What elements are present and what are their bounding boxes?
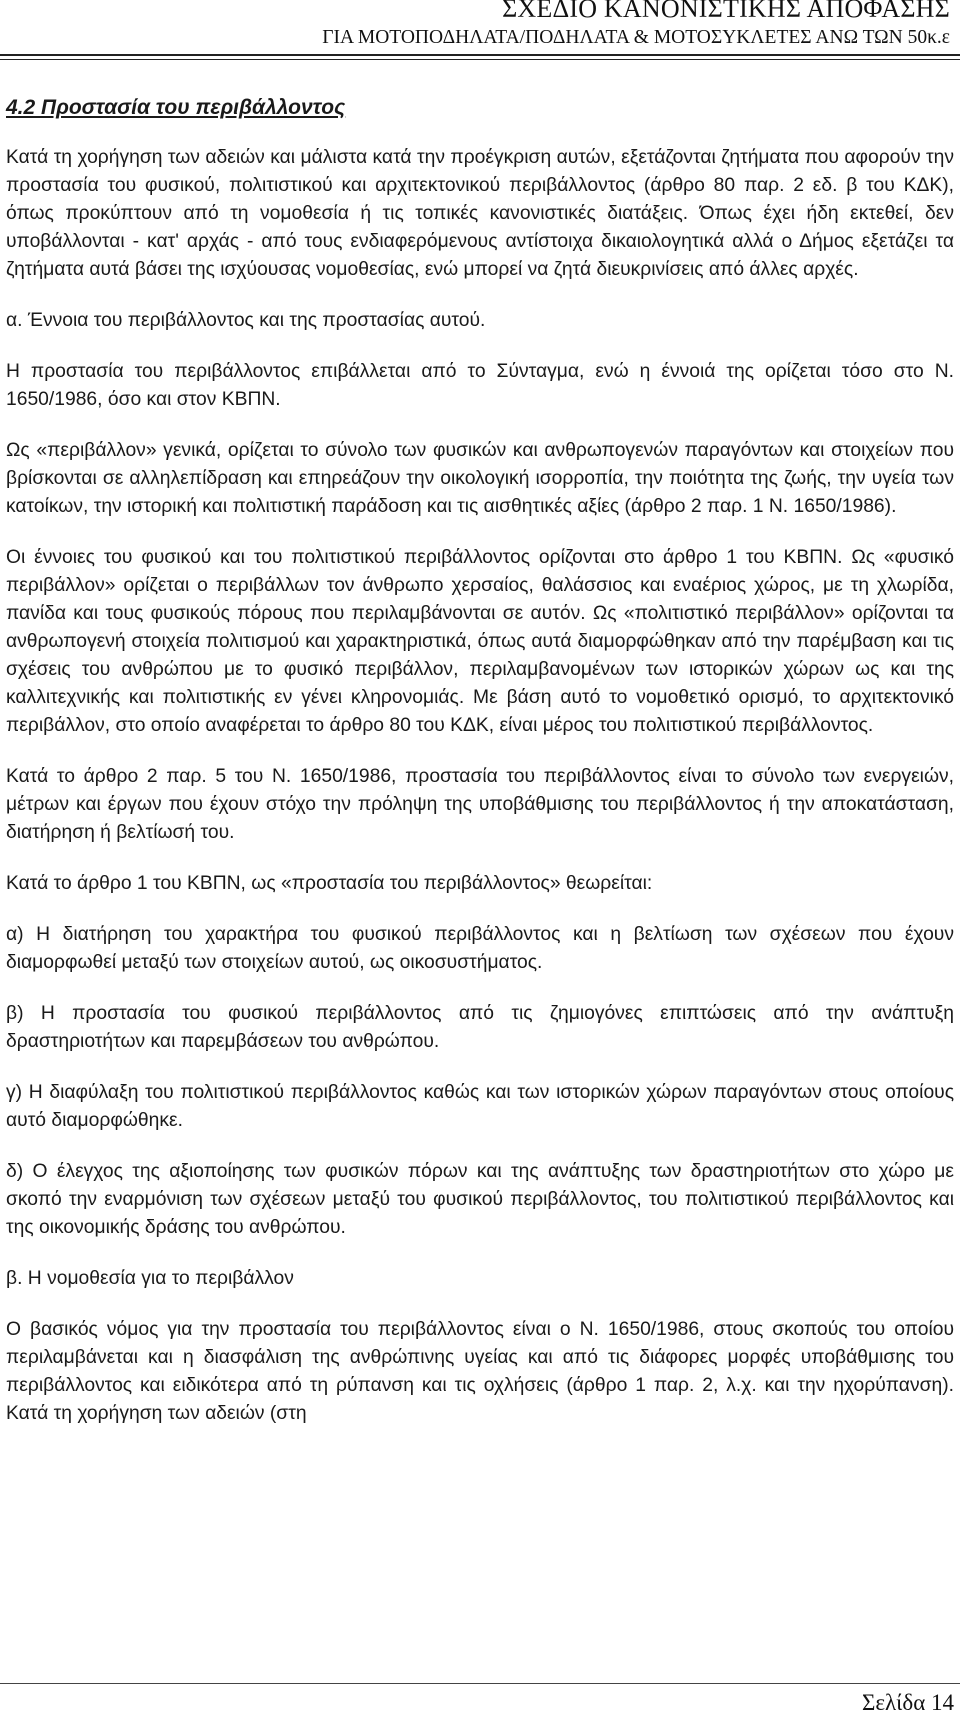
subsection-heading: β. Η νομοθεσία για το περιβάλλον [6, 1268, 294, 1289]
document-body [6, 95, 954, 1451]
footer-divider [0, 1683, 960, 1684]
page-number: Σελίδα 14 [861, 1690, 954, 1715]
section-heading: 4.2 Προστασία του περιβάλλοντος [6, 96, 346, 119]
header-divider-thin [0, 59, 960, 60]
paragraph: Κατά το άρθρο 2 παρ. 5 του Ν. 1650/1986, προστασία του περιβάλλοντος είναι το σύνολο των ενεργειών, μέτρων και έργων που έχουν στόχο την πρόληψη της υποβάθμισης του περιβάλλοντος ή την αποκατάσταση, διατήρηση ή βελτίωσή του. [6, 766, 954, 843]
document-subtitle: ΓΙΑ ΜΟΤΟΠΟΔΗΛΑΤΑ/ΠΟΔΗΛΑΤΑ & ΜΟΤΟΣΥΚΛΕΤΕΣ ΑΝΩ ΤΩΝ 50κ.ε [322, 27, 950, 48]
paragraph: Ο βασικός νόμος για την προστασία του περιβάλλοντος είναι ο Ν. 1650/1986, στους σκοπούς του οποίου περιλαμβάνεται και η διασφάλιση της ανθρώπινης υγείας και από τις διάφορες μορφές υποβάθμισης του περιβάλλοντος και ειδικότερα από τη ρύπανση και τις οχλήσεις (άρθρο 1 παρ. 2, λ.χ. και την ηχορύπανση). Κατά τη χορήγηση των αδειών (στη [6, 1319, 954, 1424]
paragraph: Ως «περιβάλλον» γενικά, ορίζεται το σύνολο των φυσικών και ανθρωπογενών παραγόντων και στοιχείων που βρίσκονται σε αλληλεπίδραση και επηρεάζουν την οικολογική ισορροπία, την ποιότητα της ζωής, την υγεία των κατοίκων, την ιστορική και πολιτιστική παράδοση και τις αισθητικές αξίες (άρθρο 2 παρ. 1 Ν. 1650/1986). [6, 440, 954, 517]
header-divider [0, 54, 960, 56]
paragraph: Η προστασία του περιβάλλοντος επιβάλλεται από το Σύνταγμα, ενώ η έννοιά της ορίζεται τόσο στο Ν. 1650/1986, όσο και στον ΚΒΠΝ. [6, 361, 954, 410]
list-item: β) Η προστασία του φυσικού περιβάλλοντος από τις ζημιογόνες επιπτώσεις από την ανάπτυξη δραστηριοτήτων και παρεμβάσεων του ανθρώπου. [6, 1003, 954, 1052]
paragraph: Κατά το άρθρο 1 του ΚΒΠΝ, ως «προστασία του περιβάλλοντος» θεωρείται: [6, 873, 653, 894]
paragraph: Οι έννοιες του φυσικού και του πολιτιστικού περιβάλλοντος ορίζονται στο άρθρο 1 του ΚΒΠΝ. Ως «φυσικό περιβάλλον» ορίζεται ο περιβάλλων τον άνθρωπο χερσαίος, θαλάσσιος και εναέριος χώρος, με τη χλωρίδα, πανίδα και τους φυσικούς πόρους που περιλαμβάνονται σε αυτόν. Ως «πολιτιστικό περιβάλλον» ορίζονται τα ανθρωπογενή στοιχεία πολιτισμού και χαρακτηριστικά, όπως αυτά διαμορφώθηκαν από την παρέμβαση και τις σχέσεις του ανθρώπου με το φυσικό περιβάλλον, περιλαμβανομένων των ιστορικών χώρων ως και της καλλιτεχνικής και πολιτιστικής εν γένει κληρονομιάς. Με βάση αυτό το νομοθετικό ορισμό, το αρχιτεκτονικό περιβάλλον, στο οποίο αναφέρεται το άρθρο 80 του ΚΔΚ, είναι μέρος του πολιτιστικού περιβάλλοντος. [6, 547, 954, 736]
list-item: δ) Ο έλεγχος της αξιοποίησης των φυσικών πόρων και της ανάπτυξης των δραστηριοτήτων στο χώρο με σκοπό την εναρμόνιση των σχέσεων μεταξύ του φυσικού περιβάλλοντος, του πολιτιστικού περιβάλλοντος και της οικονομικής δράσης του ανθρώπου. [6, 1161, 954, 1238]
list-item: α) Η διατήρηση του χαρακτήρα του φυσικού περιβάλλοντος και η βελτίωση των σχέσεων που έχουν διαμορφωθεί μεταξύ των στοιχείων αυτού, ως οικοσυστήματος. [6, 924, 954, 973]
subsection-heading: α. Έννοια του περιβάλλοντος και της προστασίας αυτού. [6, 310, 486, 331]
list-item: γ) Η διαφύλαξη του πολιτιστικού περιβάλλοντος καθώς και των ιστορικών χώρων παραγόντων στους οποίους αυτό διαμορφώθηκε. [6, 1082, 954, 1131]
page-header [322, 0, 950, 49]
paragraph: Κατά τη χορήγηση των αδειών και μάλιστα κατά την προέγκριση αυτών, εξετάζονται ζητήματα που αφορούν την προστασία του φυσικού, πολιτιστικού και αρχιτεκτονικού περιβάλλοντος (άρθρο 80 παρ. 2 εδ. β του ΚΔΚ), όπως προκύπτουν από τη νομοθεσία ή τις τοπικές κανονιστικές διατάξεις. Όπως έχει ήδη εκτεθεί, δεν υποβάλλονται - κατ' αρχάς - από τους ενδιαφερόμενους αντίστοιχα δικαιολογητικά αλλά ο Δήμος εξετάζει τα ζητήματα αυτά βάσει της ισχύουσας νομοθεσίας, ενώ μπορεί να ζητά διευκρινίσεις από άλλες αρχές. [6, 147, 954, 280]
document-title: ΣΧΕΔΙΟ ΚΑΝΟΝΙΣΤΙΚΗΣ ΑΠΟΦΑΣΗΣ [502, 0, 950, 23]
